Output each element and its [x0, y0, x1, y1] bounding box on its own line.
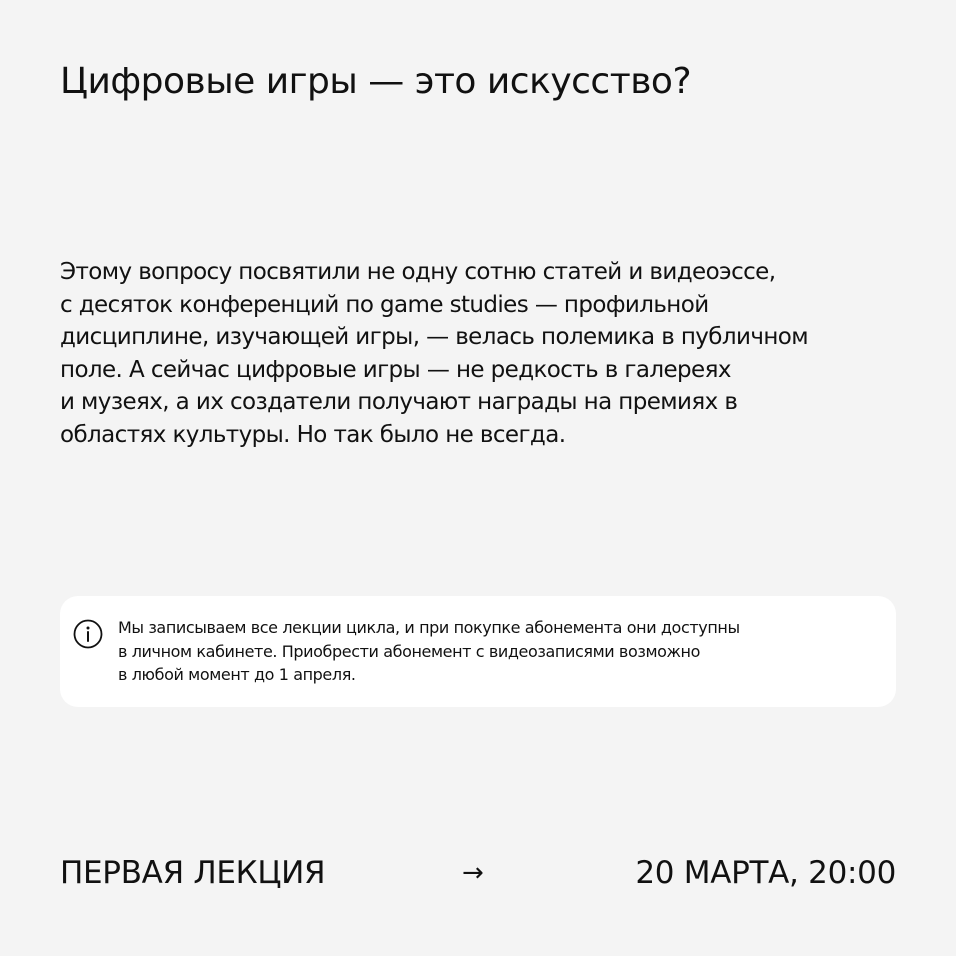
description-line: поле. А сейчас цифровые игры — не редкость в галереях [60, 356, 731, 383]
description-line: Этому вопросу посвятили не одну сотню статей и видеоэссе, [60, 259, 776, 285]
info-notice-line: в любой момент до 1 апреля. [118, 665, 356, 684]
info-notice-line: Мы записываем все лекции цикла, и при покупке абонемента они доступны [118, 618, 740, 637]
description-line: с десяток конференций по game studies — профильной [60, 291, 709, 318]
arrow-right-icon: → [462, 858, 484, 888]
info-notice-line: в личном кабинете. Приобрести абонемент с видеозаписями возможно [118, 641, 700, 661]
description-line: дисциплине, изучающей игры, — велась полемика в публичном [60, 324, 808, 351]
description-line: и музеях, а их создатели получают награды на премиях в [60, 389, 738, 416]
lecture-date: 20 МАРТА, 20:00 [635, 855, 896, 891]
page-title: Цифровые игры — это искусство? [60, 61, 692, 102]
info-notice-text [118, 616, 888, 687]
info-icon [72, 618, 104, 650]
description [60, 256, 890, 452]
info-notice [60, 596, 896, 707]
description-line: областях культуры. Но так было не всегда. [60, 421, 566, 448]
first-lecture-label: ПЕРВАЯ ЛЕКЦИЯ [60, 855, 326, 891]
